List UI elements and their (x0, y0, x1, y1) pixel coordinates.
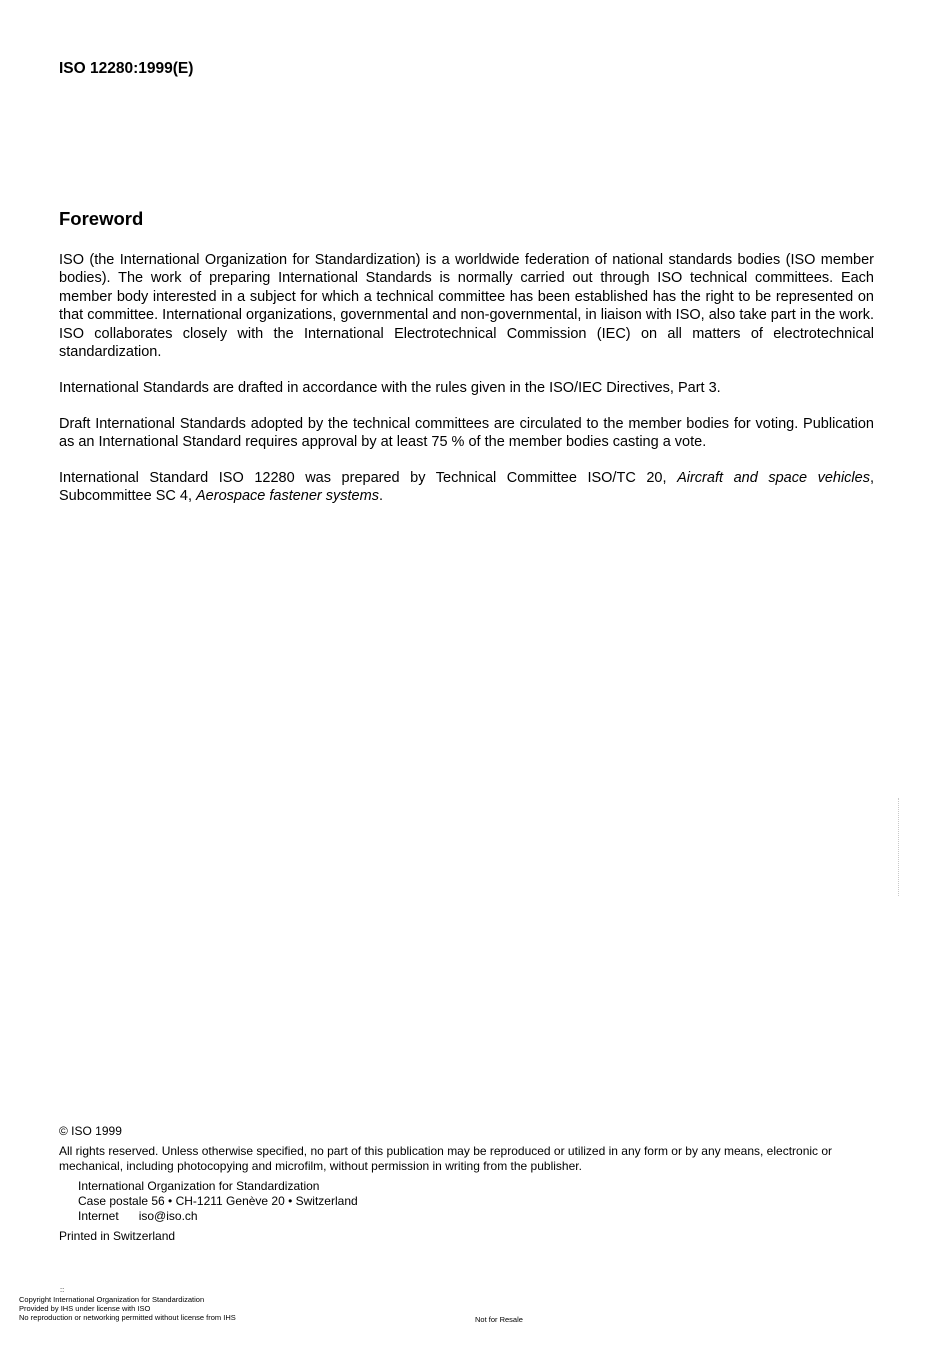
p4-text-3: . (378, 488, 383, 505)
printed-location: Printed in Switzerland (59, 1229, 176, 1243)
p4-text-2: , Subcommittee SC 4, (59, 470, 874, 505)
section-title: Foreword (59, 208, 144, 229)
p4-text-1: International Standard ISO 12280 was prepared by Technical Committee ISO/TC 20, (59, 470, 678, 486)
foreword-paragraph-3: Draft International Standards adopted by the technical committees are circulated to the member bodies for voting. Publication as an International Standard requires approval by at least 75 % of the member bodies casting a vote. (59, 416, 874, 451)
footer-dots: :: (60, 1285, 65, 1294)
license-footer (19, 1295, 236, 1322)
org-address-block (78, 1179, 358, 1224)
org-name: International Organization for Standardization (78, 1179, 320, 1193)
copyright-line: © ISO 1999 (59, 1124, 122, 1138)
foreword-paragraph-1: ISO (the International Organization for Standardization) is a worldwide federation of national standards bodies (ISO member bodies). The work of preparing International Standards is normally carried out through ISO technical committees. Each member body interested in a subject for which a technical committee has been established has the right to be represented on that committee. International organizations, governmental and non-governmental, in liaison with ISO, also take part in the work. ISO collaborates closely with the International Electrotechnical Commission (IEC) on all matters of electrotechnical standardization. (59, 252, 874, 361)
org-address: Case postale 56 • CH-1211 Genève 20 • Switzerland (78, 1194, 358, 1208)
foreword-paragraph-4 (59, 469, 874, 506)
footer-line-1: Copyright International Organization for Standardization (19, 1295, 205, 1304)
footer-line-2: Provided by IHS under license with ISO (19, 1304, 151, 1313)
document-id: ISO 12280:1999(E) (59, 60, 194, 77)
footer-line-3: No reproduction or networking permitted without license from IHS (19, 1313, 236, 1322)
vertical-watermark (898, 798, 905, 896)
foreword-paragraph-2: International Standards are drafted in accordance with the rules given in the ISO/IEC Directives, Part 3. (59, 380, 721, 396)
internet-label: Internet (78, 1209, 119, 1223)
subcommittee-title: Aerospace fastener systems (196, 488, 379, 505)
committee-title: Aircraft and space vehicles (677, 470, 870, 486)
not-for-resale: Not for Resale (475, 1315, 523, 1324)
internet-email[interactable]: iso@iso.ch (138, 1209, 198, 1223)
rights-statement: All rights reserved. Unless otherwise specified, no part of this publication may be reproduced or utilized in any form or by any means, electronic or mechanical, including photocopying and microfilm, without permission in writing from the publisher. (59, 1144, 833, 1173)
org-internet (78, 1209, 358, 1224)
